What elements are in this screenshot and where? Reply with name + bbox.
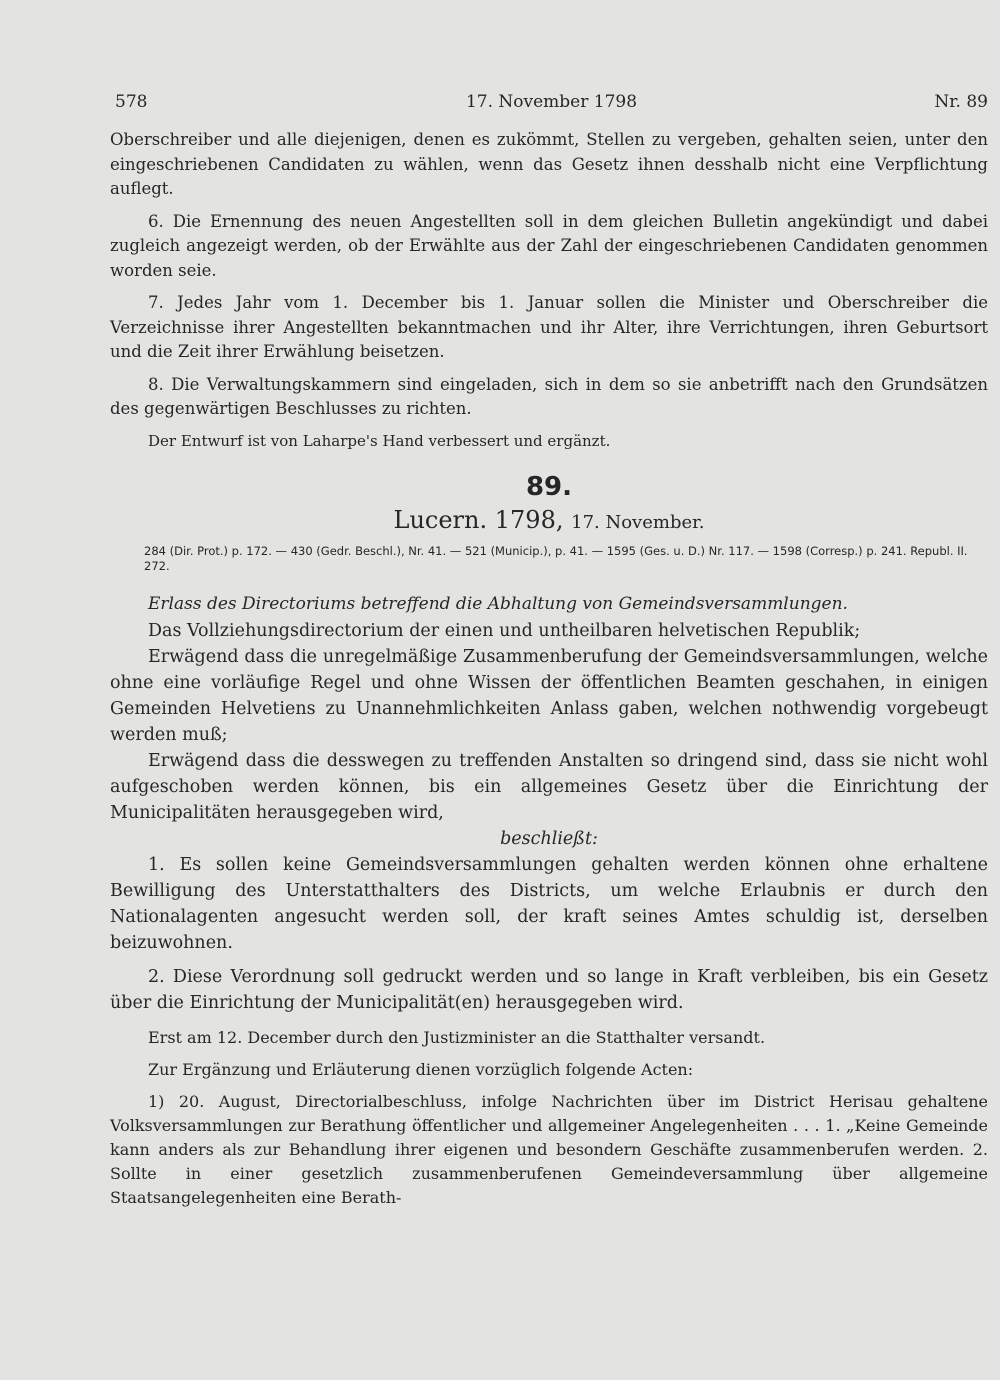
section-place-date xyxy=(110,506,988,534)
page-header xyxy=(115,92,988,116)
consideration-1: Erwägend dass die unregelmäßige Zusammenberufung der Gemeindsversammlungen, welche ohne eine vorläufige Regel und ohne Wissen der öffentlichen Beamten geschahen, in einigen Gemeinden Helvetiens zu Unannehmlichkeiten Anlass gaben, welchen nothwendig vorgebeugt werden muß; xyxy=(110,646,988,745)
resolves-heading: beschließt: xyxy=(500,828,598,849)
page-body xyxy=(110,128,988,1210)
article-1: 1. Es sollen keine Gemeindsversammlungen gehalten werden können ohne erhaltene Bewilligung des Unterstatthalters des Districts, um welche Erlaubnis er durch den Nationalagenten angesucht werden soll, der kraft seines Amtes schuldig ist, derselben beizuwohnen. xyxy=(110,854,988,953)
section-title: Erlass des Directoriums betreffend die Abhaltung von Gemeindsversammlungen. xyxy=(148,593,848,614)
section-year: 1798, xyxy=(494,505,564,534)
paragraph-7: 7. Jedes Jahr vom 1. December bis 1. Januar sollen die Minister und Oberschreiber die Verzeichnisse ihrer Angestellten bekanntmachen und ihr Alter, ihre Verrichtungen, ihren Geburtsort und die Zeit ihrer Erwählung beisetzen. xyxy=(110,293,988,361)
header-number: Nr. 89 xyxy=(934,92,988,112)
section-number: 89. xyxy=(525,471,573,502)
page-number: 578 xyxy=(115,92,148,112)
editor-note: Der Entwurf ist von Laharpe's Hand verbessert und ergänzt. xyxy=(148,431,611,450)
paragraph-6: 6. Die Ernennung des neuen Angestellten soll in dem gleichen Bulletin angekündigt und dabei zugleich angezeigt werden, ob der Erwählte aus der Zahl der eingeschriebenen Candidaten genommen worden seie. xyxy=(110,211,988,280)
section-references: 284 (Dir. Prot.) p. 172. — 430 (Gedr. Beschl.), Nr. 41. — 521 (Municip.), p. 41. — 1595 (Ges. u. D.) Nr. 117. — 1598 (Corresp.) p. 241. Republ. II. 272. xyxy=(144,543,968,573)
consideration-2: Erwägend dass die desswegen zu treffenden Anstalten so dringend sind, dass sie nicht wohl aufgeschoben werden können, bis ein allgemeines Gesetz über die Einrichtung der Municipalitäten herausgegeben wird, xyxy=(110,750,988,823)
section-date: 17. November. xyxy=(571,511,705,533)
article-2: 2. Diese Verordnung soll gedruckt werden und so lange in Kraft verbleiben, bis ein Gesetz über die Einrichtung der Municipalität(en) herausgegeben wird. xyxy=(110,966,988,1013)
paragraph-8: 8. Die Verwaltungskammern sind eingeladen, sich in dem so sie anbetrifft nach den Grundsätzen des gegenwärtigen Beschlusses zu richten. xyxy=(110,374,988,418)
intro-paragraph: Das Vollziehungsdirectorium der einen und untheilbaren helvetischen Republik; xyxy=(148,620,861,641)
section-place: Lucern. xyxy=(393,505,488,534)
supplement-heading: Zur Ergänzung und Erläuterung dienen vorzüglich folgende Acten: xyxy=(148,1059,694,1079)
paragraph-continuation: Oberschreiber und alle diejenigen, denen es zukömmt, Stellen zu vergeben, gehalten seien, unter den eingeschriebenen Candidaten zu wählen, wenn das Gesetz ihnen desshalb nicht eine Verpflichtung auflegt. xyxy=(110,130,988,198)
dispatch-note: Erst am 12. December durch den Justizminister an die Statthalter versandt. xyxy=(148,1027,766,1047)
header-date: 17. November 1798 xyxy=(465,92,638,112)
supplement-item-1: 1) 20. August, Directorialbeschluss, infolge Nachrichten über im District Herisau gehaltene Volksversammlungen zur Berathung öffentlicher und allgemeiner Angelegenheiten . . . 1. „Keine Gemeinde kann anders als zur Behandlung ihrer eigenen und besondern Geschäfte zusammenberufen werden. 2. Sollte in einer gesetzlich zusammenberufenen Gemeindeversammlung über allgemeine Staatsangelegenheiten eine Berath- xyxy=(110,1091,988,1207)
